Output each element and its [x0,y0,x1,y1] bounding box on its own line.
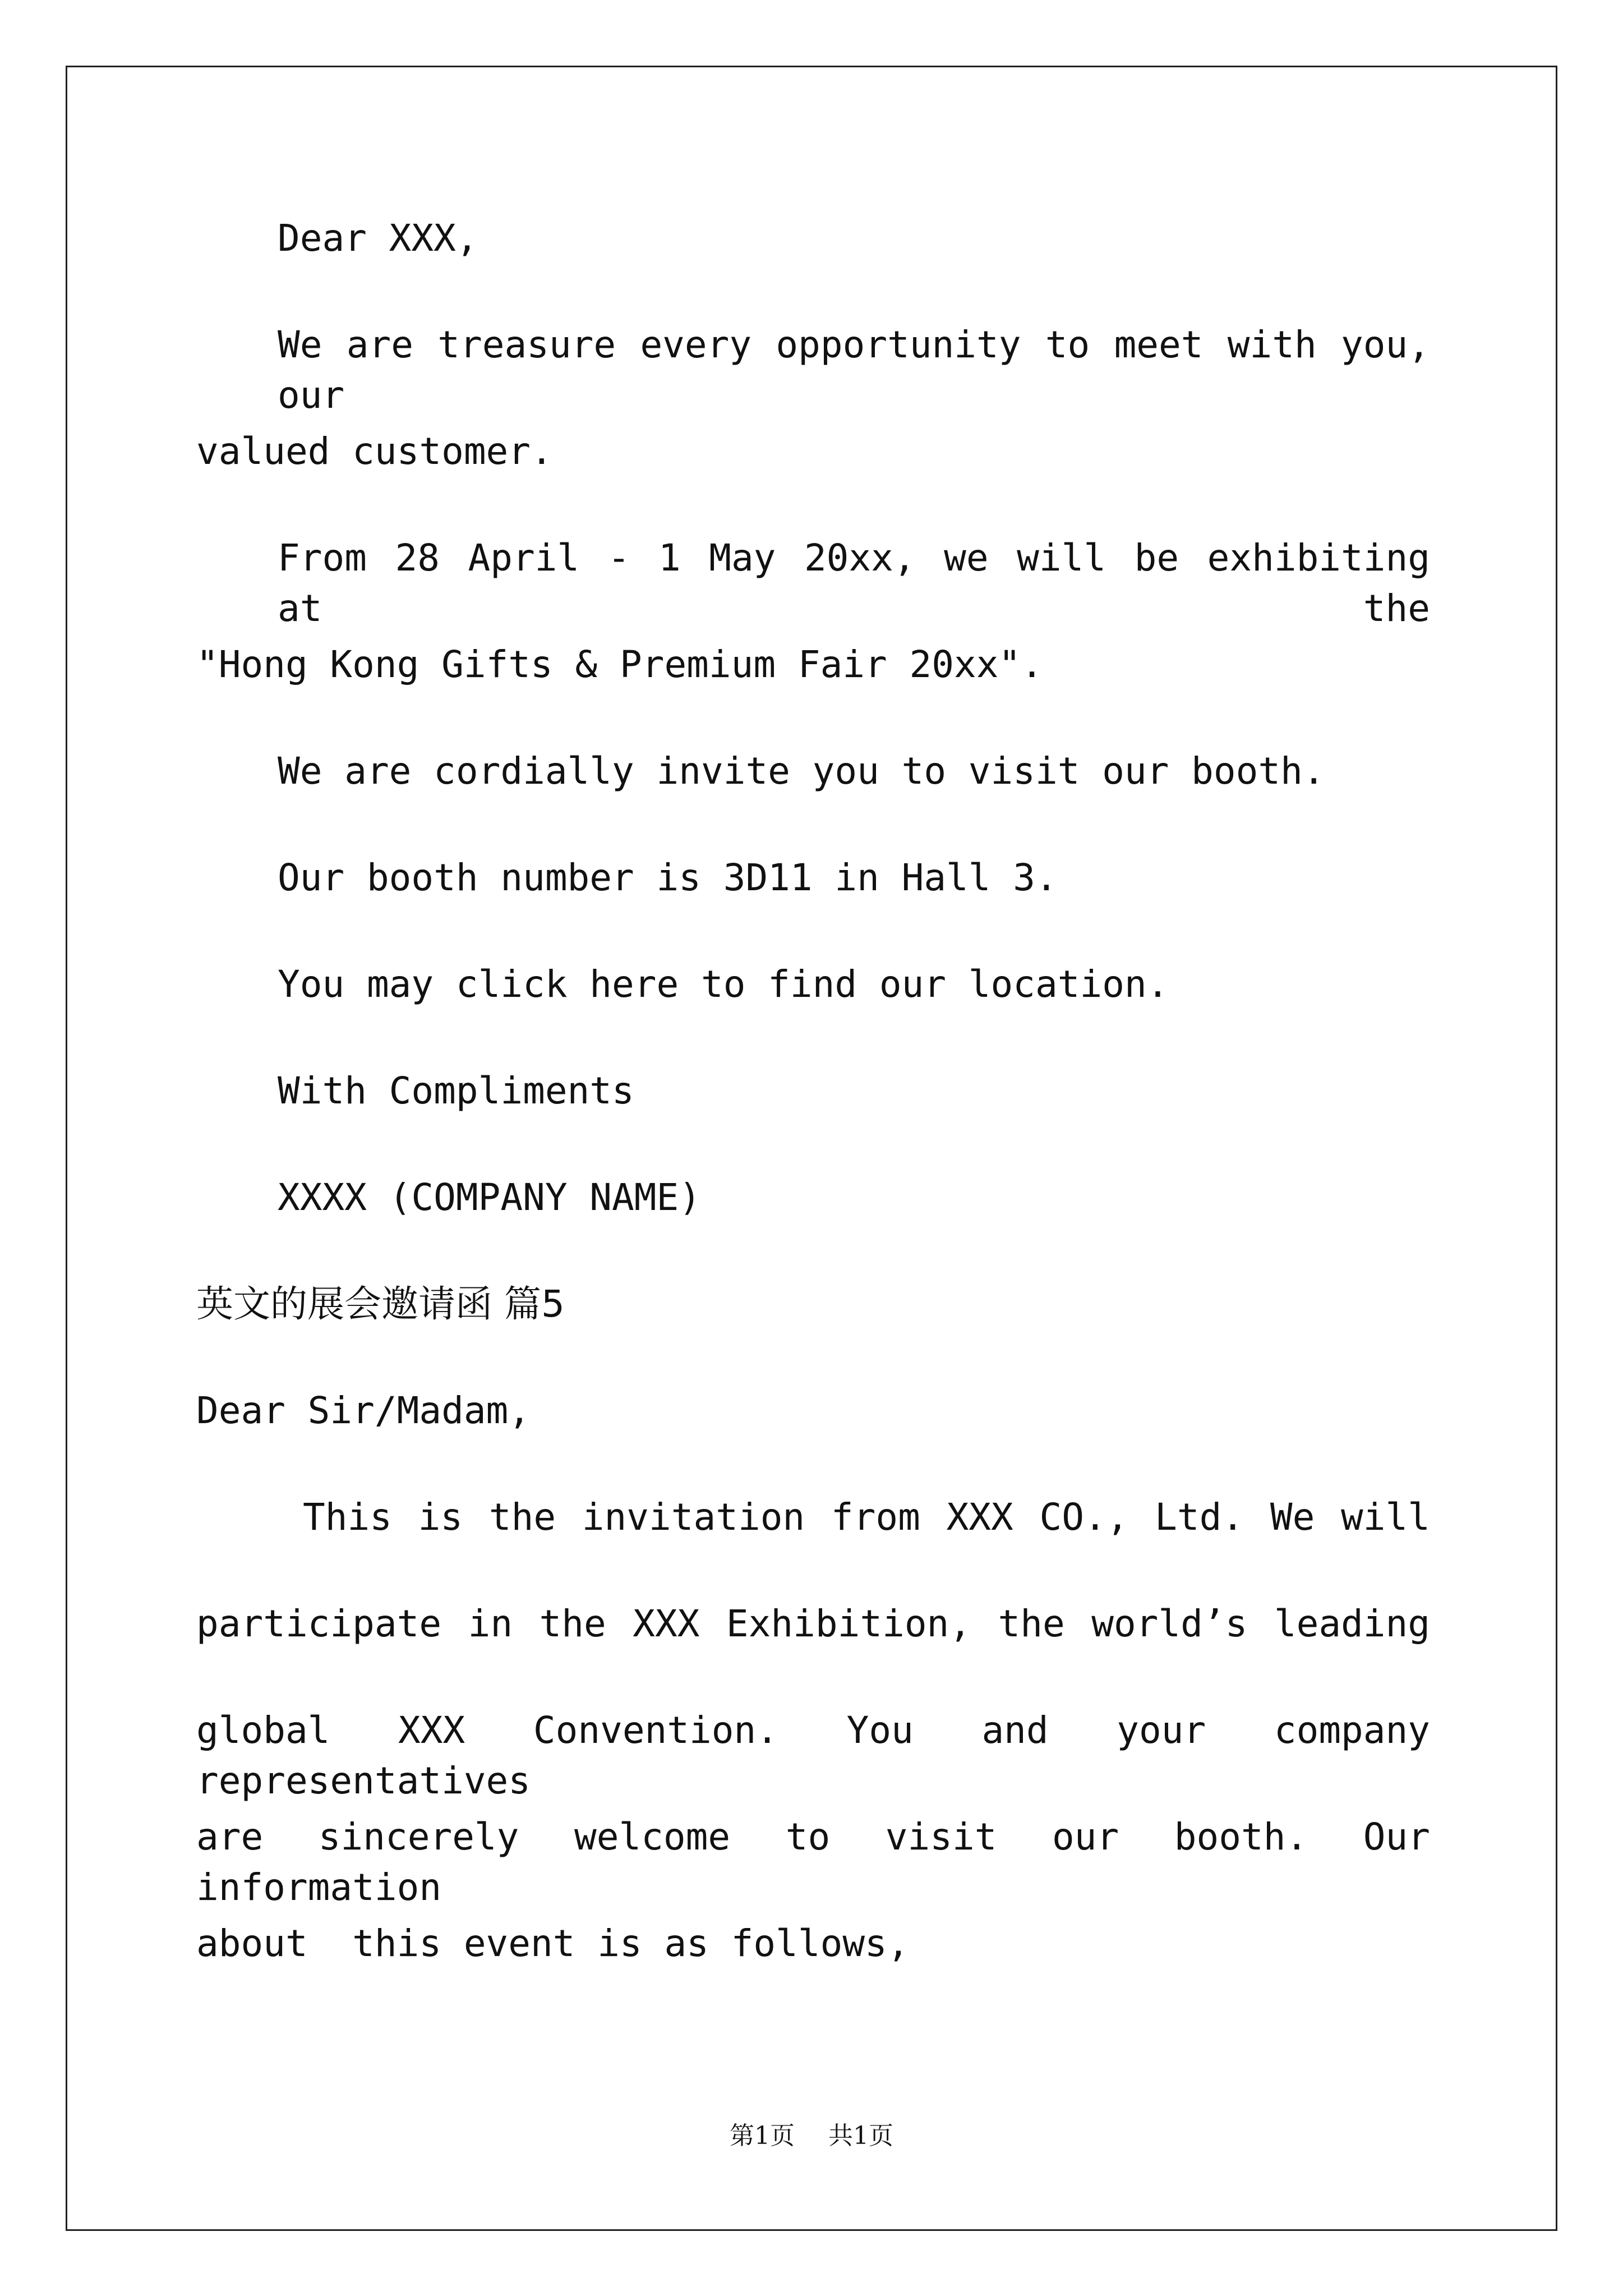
paragraph-line: participate in the XXX Exhibition, the world’s leading [196,1602,1430,1645]
salutation-sir-madam: Dear Sir/Madam, [196,1389,531,1432]
salutation-xxx: Dear XXX, [278,217,478,260]
paragraph-line: We are treasure every opportunity to meet with you, our [278,323,1430,417]
paragraph-line: You may click here to find our location. [278,963,1169,1006]
paragraph-line: We are cordially invite you to visit our booth. [278,749,1325,793]
closing-line: With Compliments [278,1069,634,1112]
paragraph-line: valued customer. [196,430,553,473]
paragraph-line: about this event is as follows, [196,1922,910,1965]
page-footer [0,2119,1623,2153]
page-total: 共1页 [828,2122,893,2150]
signature-line: XXXX (COMPANY NAME) [278,1176,701,1219]
paragraph-line: This is the invitation from XXX CO., Ltd. We will [303,1496,1430,1539]
page-number: 第1页 [730,2122,795,2150]
paragraph-line: From 28 April - 1 May 20xx, we will be exhibiting at the [278,536,1430,630]
paragraph-line: "Hong Kong Gifts & Premium Fair 20xx". [196,643,1043,686]
paragraph-line: are sincerely welcome to visit our booth. Our information [196,1815,1430,1909]
paragraph-line: Our booth number is 3D11 in Hall 3. [278,856,1058,899]
paragraph-line: global XXX Convention. You and your company representatives [196,1709,1430,1802]
section-heading: 英文的展会邀请函 篇5 [196,1282,565,1326]
